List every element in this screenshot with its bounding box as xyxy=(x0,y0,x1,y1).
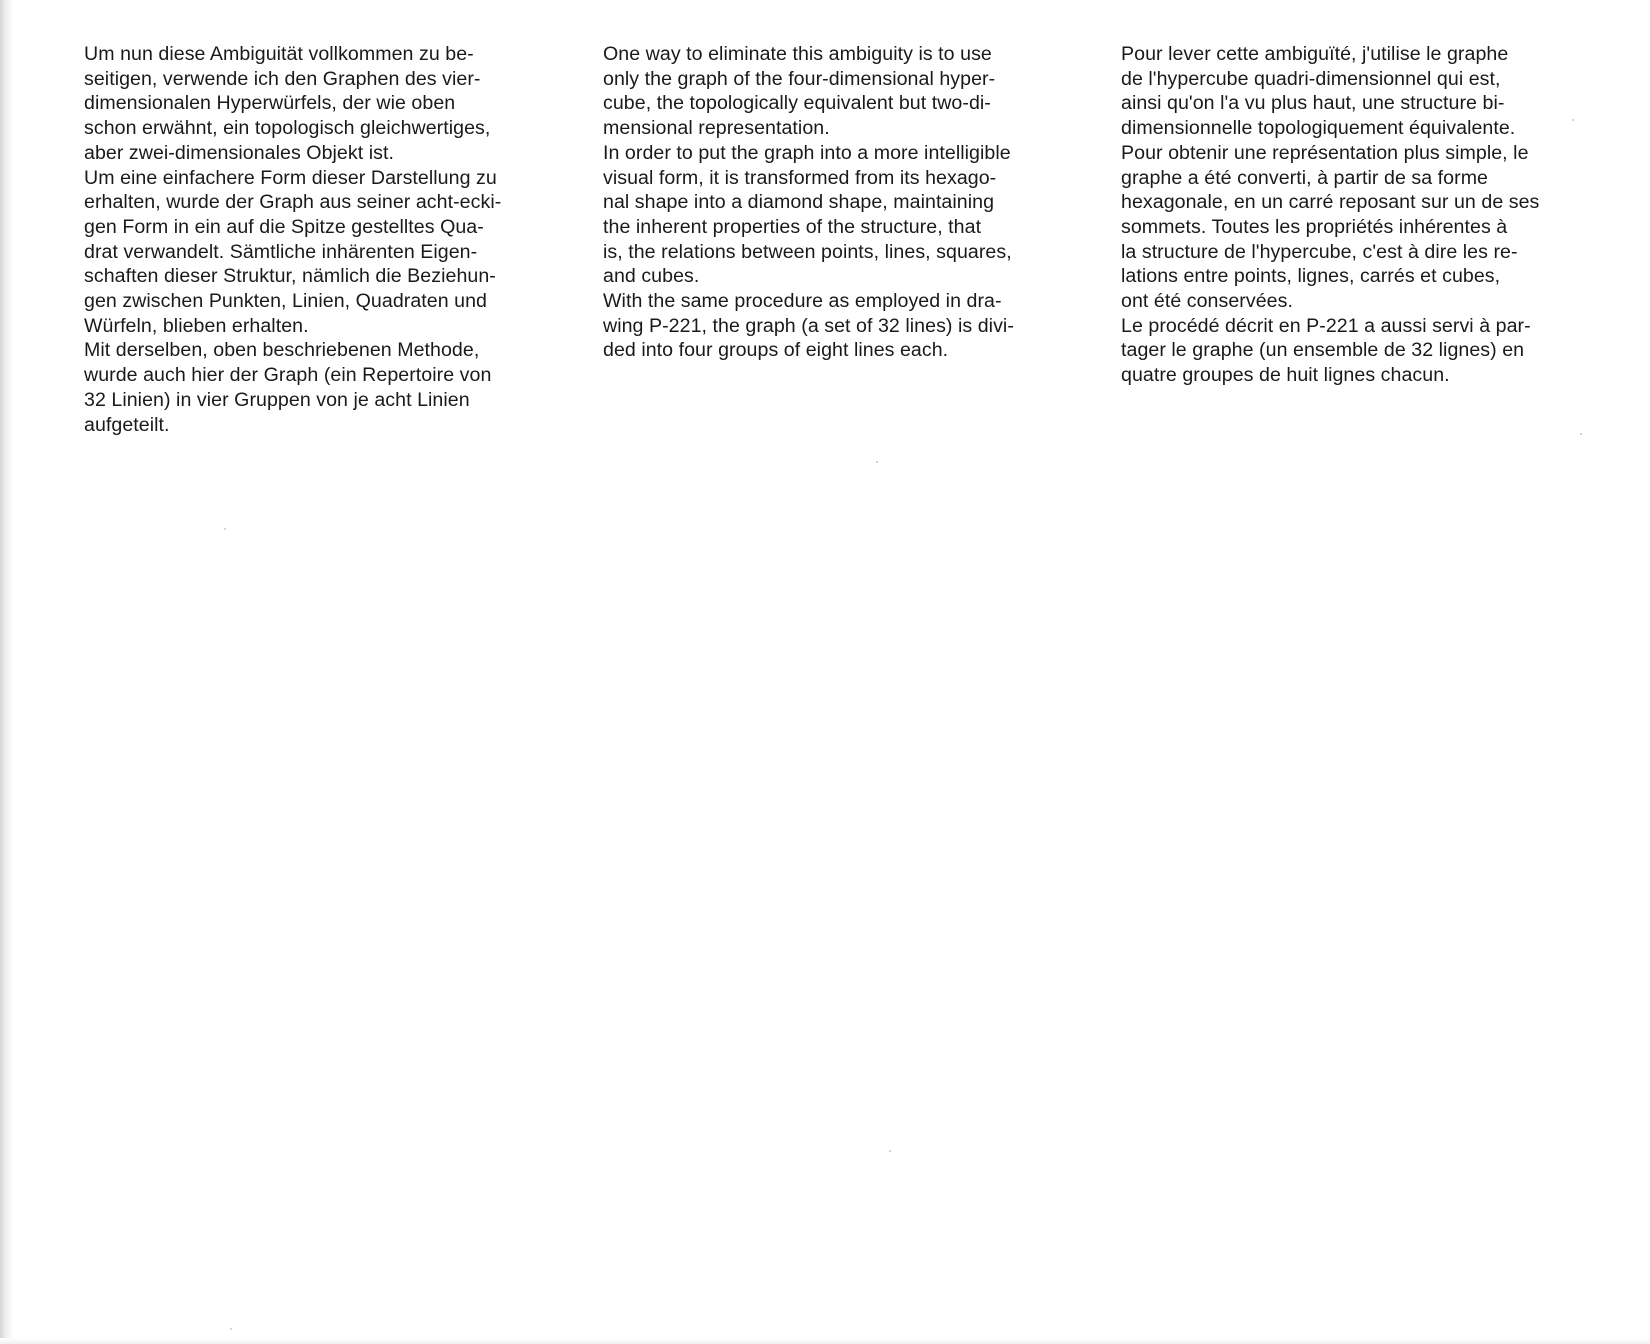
text-line: wing P-221, the graph (a set of 32 lines) is divi- xyxy=(603,314,1014,337)
german-paragraph-3 xyxy=(84,338,554,437)
text-line: gen zwischen Punkten, Linien, Quadraten und xyxy=(84,290,488,313)
english-paragraph-3 xyxy=(603,289,1073,363)
text-line: Würfeln, blieben erhalten. xyxy=(84,314,309,337)
text-line: ded into four groups of eight lines each. xyxy=(603,339,949,362)
text-line: la structure de l'hypercube, c'est à dire les re- xyxy=(1121,240,1518,263)
text-line: quatre groupes de huit lignes chacun. xyxy=(1121,364,1450,387)
text-line: Le procédé décrit en P-221 a aussi servi à par- xyxy=(1121,314,1531,337)
text-line: only the graph of the four-dimensional hyper- xyxy=(603,67,996,90)
english-text-column xyxy=(603,42,1073,363)
scan-speck xyxy=(1572,119,1574,121)
text-line: cube, the topologically equivalent but two-di- xyxy=(603,92,991,115)
text-line: the inherent properties of the structure, that xyxy=(603,215,982,238)
text-line: One way to eliminate this ambiguity is to use xyxy=(603,43,992,65)
text-line: lations entre points, lignes, carrés et cubes, xyxy=(1121,265,1501,288)
text-line: and cubes. xyxy=(603,265,700,288)
scan-speck xyxy=(889,1150,891,1152)
scan-speck xyxy=(224,528,226,530)
german-paragraph-2 xyxy=(84,166,554,339)
text-line: de l'hypercube quadri-dimensionnel qui est, xyxy=(1121,67,1501,90)
text-line: Pour obtenir une représentation plus simple, le xyxy=(1121,141,1529,164)
text-line: ont été conservées. xyxy=(1121,290,1293,313)
text-line: is, the relations between points, lines, squares, xyxy=(603,240,1012,263)
text-line: Um nun diese Ambiguität vollkommen zu be- xyxy=(84,43,474,65)
text-line: aufgeteilt. xyxy=(84,413,170,436)
text-line: erhalten, wurde der Graph aus seiner acht-ecki- xyxy=(84,191,502,214)
text-line: dimensionalen Hyperwürfels, der wie oben xyxy=(84,92,456,115)
french-paragraph-1 xyxy=(1121,42,1591,141)
text-line: wurde auch hier der Graph (ein Repertoire von xyxy=(84,364,492,387)
english-paragraph-2 xyxy=(603,141,1073,289)
text-line: 32 Linien) in vier Gruppen von je acht Linien xyxy=(84,388,470,411)
text-line: tager le graphe (un ensemble de 32 lignes) en xyxy=(1121,339,1525,362)
page-bottom-shade xyxy=(0,1338,1650,1344)
text-line: drat verwandelt. Sämtliche inhärenten Eigen- xyxy=(84,240,478,263)
french-paragraph-3 xyxy=(1121,314,1591,388)
text-line: seitigen, verwende ich den Graphen des vier- xyxy=(84,67,481,90)
text-line: gen Form in ein auf die Spitze gestelltes Qua- xyxy=(84,215,484,238)
text-line: mensional representation. xyxy=(603,117,830,140)
text-line: visual form, it is transformed from its hexago- xyxy=(603,166,997,189)
text-line: sommets. Toutes les propriétés inhérentes à xyxy=(1121,215,1508,238)
scan-speck xyxy=(230,1328,232,1330)
text-line: schon erwähnt, ein topologisch gleichwertiges, xyxy=(84,117,491,140)
text-line: With the same procedure as employed in dra- xyxy=(603,290,1002,313)
text-line: nal shape into a diamond shape, maintaining xyxy=(603,191,995,214)
german-text-column xyxy=(84,42,554,437)
text-line: Um eine einfachere Form dieser Darstellung zu xyxy=(84,166,497,189)
french-paragraph-2 xyxy=(1121,141,1591,314)
text-line: Mit derselben, oben beschriebenen Methode, xyxy=(84,339,480,362)
page-binding-edge xyxy=(0,0,14,1344)
english-paragraph-1 xyxy=(603,42,1073,141)
text-line: hexagonale, en un carré reposant sur un de ses xyxy=(1121,191,1540,214)
text-line: Pour lever cette ambiguïté, j'utilise le graphe xyxy=(1121,43,1509,65)
text-line: aber zwei-dimensionales Objekt ist. xyxy=(84,141,394,164)
scan-speck xyxy=(876,461,878,463)
text-line: schaften dieser Struktur, nämlich die Beziehun- xyxy=(84,265,496,288)
text-line: ainsi qu'on l'a vu plus haut, une structure bi- xyxy=(1121,92,1505,115)
text-line: graphe a été converti, à partir de sa forme xyxy=(1121,166,1489,189)
text-line: In order to put the graph into a more intelligible xyxy=(603,141,1011,164)
french-text-column xyxy=(1121,42,1591,388)
german-paragraph-1 xyxy=(84,42,554,166)
text-line: dimensionnelle topologiquement équivalente. xyxy=(1121,117,1516,140)
scan-speck xyxy=(1580,433,1582,435)
